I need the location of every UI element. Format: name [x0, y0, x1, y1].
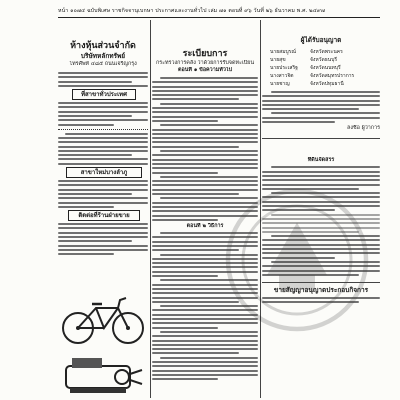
column-divider: [150, 20, 151, 398]
ad-subtitle: บริษัทหลักทรัพย์: [80, 52, 126, 60]
ad-info: โทรศัพท์ ๔๘๕ ถนนเจริญกรุง: [69, 61, 137, 67]
list-item: นายประเสริฐ จังหวัดนนทบุรี: [270, 65, 341, 71]
regulation-section: ตอนที่ ๑ ข้อความทั่วไป: [177, 67, 232, 73]
notice-body: [262, 91, 380, 123]
machine-icon: [62, 352, 146, 396]
ad-text-block: [58, 133, 148, 165]
ad-text-block: [58, 72, 148, 87]
list-item: นางสาวจิต จังหวัดสมุทรปราการ: [270, 73, 355, 79]
notice-body: [262, 166, 380, 275]
regulation-body: [152, 77, 258, 221]
permit-list: [270, 48, 380, 88]
list-item: นายชาญ จังหวัดปทุมธานี: [270, 81, 344, 87]
column-notices: [262, 20, 380, 305]
dateline: หน้า ๑๐๗๔ ฉบับพิเศษ ราชกิจจานุเบกษา ประกาศและงานทั่วไป เล่ม ๗๑ ตอนที่ ๙๖ วันที่ ๒๖ ธันวาคม พ.ศ. ๒๔๙๗: [58, 8, 325, 14]
bicycle-icon: [60, 292, 146, 348]
section-rule: [262, 138, 380, 139]
ad-text-block: [58, 102, 148, 125]
regulation-title: ระเบียบการ: [182, 49, 228, 59]
footer-title: ขายสัญญาอนุญาตประกอบกิจการ: [273, 285, 369, 294]
list-item: นายสมบูรณ์ จังหวัดพระนคร: [270, 49, 343, 55]
regulation-subtitle: กระทรวงการคลัง ว่าด้วยการรับจดทะเบียน: [155, 60, 255, 66]
column-advertisements: [58, 20, 148, 258]
column-regulations: [152, 20, 258, 382]
notice-body: [262, 297, 380, 303]
regulation-body: [152, 232, 258, 380]
ad-box-branch: สาขาใหม่บางลำภู: [66, 167, 142, 178]
ad-text-block: [58, 223, 148, 255]
notice-title: ผู้ได้รับอนุญาต: [300, 36, 342, 44]
ad-title: ห้างหุ้นส่วนจำกัด: [70, 41, 136, 51]
list-item: นายสุข จังหวัดธนบุรี: [270, 57, 338, 63]
top-rule: [58, 17, 380, 18]
section-rule: [262, 282, 380, 283]
regulation-section-2: ตอนที่ ๒ วิธีการ: [186, 223, 224, 230]
signature: ลงชื่อ ผู้ว่าการ: [347, 125, 380, 132]
dotted-divider: [58, 129, 148, 130]
ad-box-branches: ที่สาขาทั่วประเทศ: [72, 89, 136, 100]
notice-section-title: ที่ดินจัดสรร: [307, 157, 335, 164]
ad-text-block: [58, 180, 148, 208]
ad-box-contact: ติดต่อที่ร้านฝ่ายขาย: [68, 210, 140, 221]
